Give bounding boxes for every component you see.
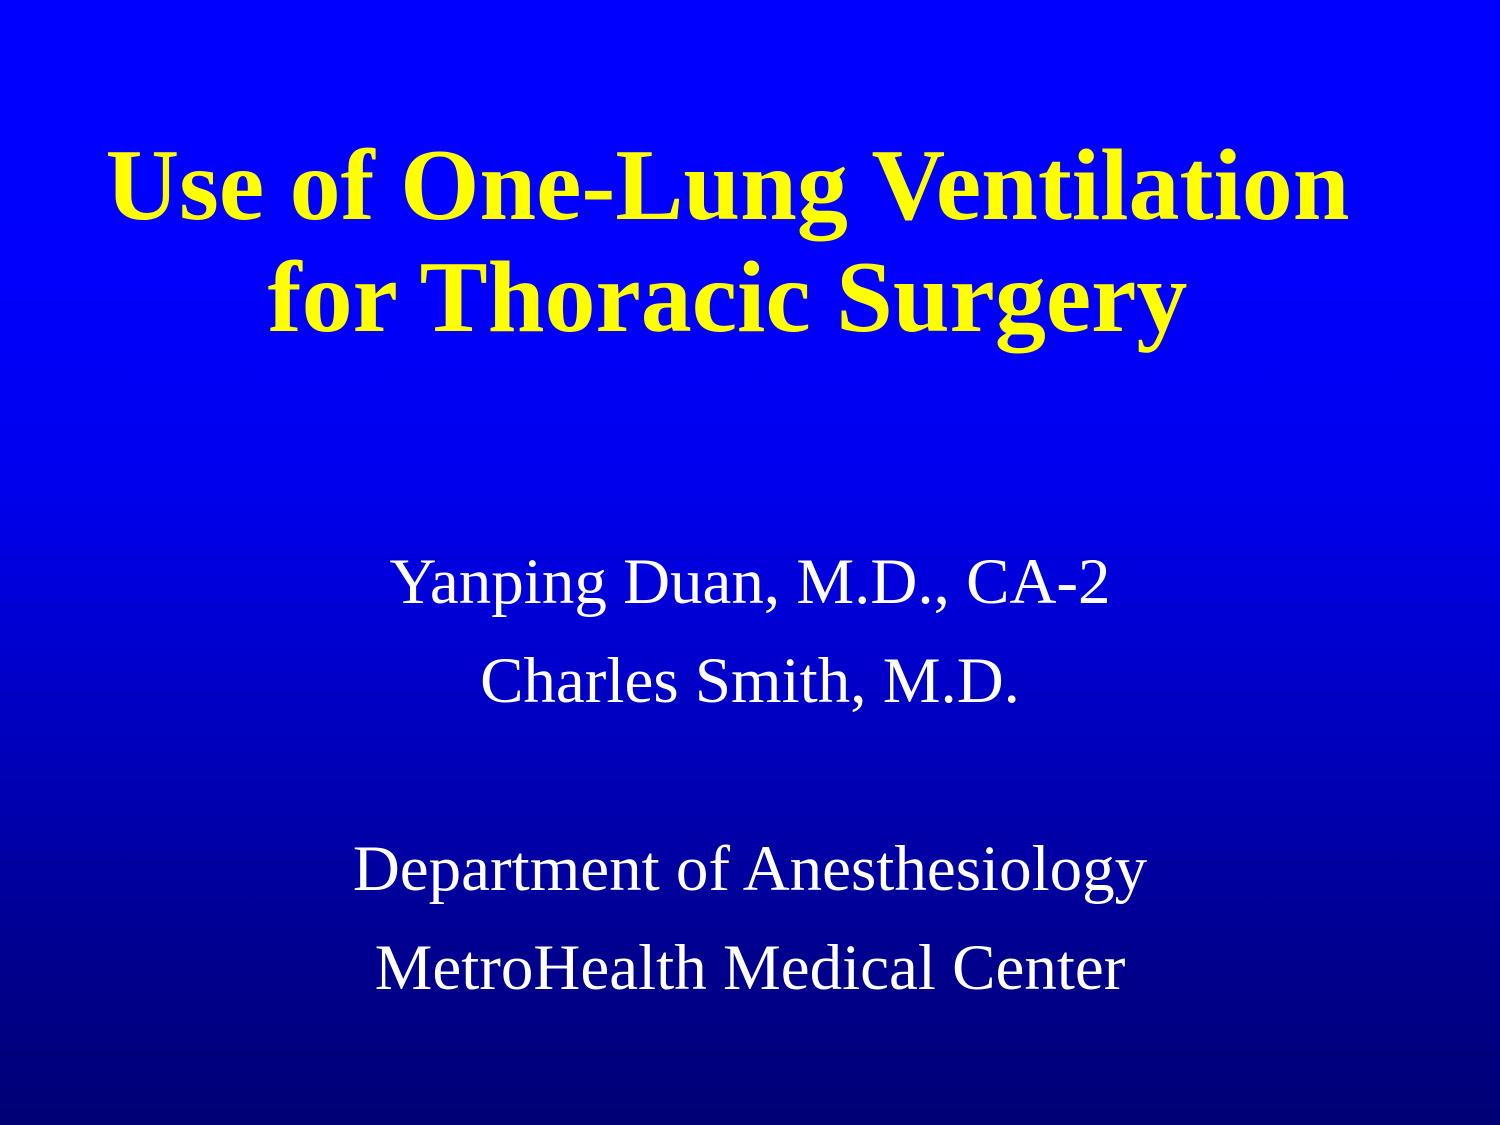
author-line-2: Charles Smith, M.D. [480, 645, 1020, 717]
affiliation-block [0, 820, 1500, 1018]
slide-title-line-1: Use of One-Lung Ventilation [105, 129, 1350, 242]
affiliation-line-2: MetroHealth Medical Center [374, 932, 1126, 1004]
slide-title [0, 130, 1500, 354]
affiliation-line-1: Department of Anesthesiology [352, 833, 1148, 905]
slide-title-line-2: for Thoracic Surgery [267, 241, 1188, 354]
authors-block [0, 533, 1500, 731]
author-line-1: Yanping Duan, M.D., CA-2 [389, 546, 1111, 618]
slide-body [0, 533, 1500, 1018]
